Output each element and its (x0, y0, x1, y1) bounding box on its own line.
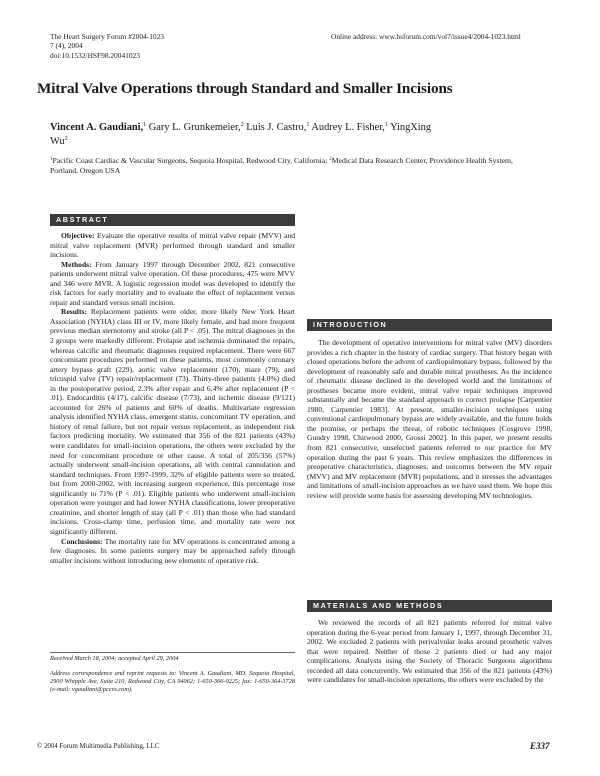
author-name: Luis J. Castro, (246, 122, 307, 133)
journal-line: The Heart Surgery Forum #2004-1023 (50, 32, 164, 41)
author-list (50, 121, 450, 149)
received-note: Received March 18, 2004; accepted April 29, 2004 (50, 655, 179, 662)
abstract-methods (50, 260, 295, 308)
affil-text: Medical Data Research Center, Providence Health System, Portland, Oregon USA (50, 156, 513, 175)
author-name: Audrey L. Fisher, (311, 122, 385, 133)
footnote-rule (50, 652, 295, 653)
copyright-notice: © 2004 Forum Multimedia Publishing, LLC (37, 743, 160, 750)
section-bar-abstract: ABSTRACT (50, 214, 295, 226)
section-bar-methods: MATERIALS AND METHODS (307, 600, 552, 612)
doi-line: doi:10.1532/HSF98.20041023 (50, 50, 140, 60)
section-bar-introduction: INTRODUCTION (307, 319, 552, 331)
abstract-text: From January 1997 through December 2002, 821 consecutive patients underwent mitral valve operation. Of these procedures, 475 were MVV and 346 were MVR. A logistic regression model was developed to identify the risk factors for early mortality and to evaluate the effect of replacement versus repair and standard versus small incision. (50, 259, 295, 307)
abstract-body (50, 231, 295, 565)
abstract-results (50, 307, 295, 536)
author-affil-mark: 1 (306, 122, 310, 128)
introduction-paragraph: The development of operative interventions for mitral valve (MV) disorders provides a rich chapter in the history of cardiac surgery. That history began with closed operations before the advent of cardiopulmonary bypass, followed by the development of reasonably safe and durable mitral prostheses. As the incidence of rheumatic disease declined in the developed world and the limitations of prostheses became more evident, mitral valve repair techniques improved substantially and became the standard approach to correct prolapse [Carpentier 1980, Carpentier 1983]. At present, smaller-incision techniques using conventional cardiopulmonary bypass are widely available, and the future holds the promise, or perhaps the threat, of robotic techniques [Cosgrove 1998, Gundry 1998, Chitwood 2000, Grossi 2002]. In this paper, we present results from 821 consecutive, unselected patients referred to our practice for MV operation during the past 6 years. This review emphasizes the differences in preoperative characteristics, diagnoses, and outcomes between the MV repair (MVV) and MV replacement (MVR) populations, and it stresses the advantages and limitations of small-incision approaches as we have used them. We hope this review will provide some basis for assessing developing MV technologies. (307, 338, 552, 500)
abstract-conclusions (50, 537, 295, 566)
methods-body (307, 618, 552, 685)
author-affil-mark: 2 (240, 122, 244, 128)
journal-header (50, 32, 164, 60)
author-affil-mark: 1 (384, 122, 388, 128)
correspondence-note: Address correspondence and reprint requests to: Vincent A. Gaudiani, MD, Sequoia Hospital, 2900 Whipple Ave, Suite 210, Redwood City, CA 94062; 1-650-366-0225; fax: 1-650-364-3728 (e-mail: vgaudiani@pccvs.com). (50, 670, 295, 694)
author-affil-mark: 2 (64, 136, 68, 142)
abstract-label: Methods: (61, 259, 92, 269)
online-address[interactable]: Online address: www.hsforum.com/vol7/issue4/2004-1023.html (331, 32, 521, 41)
abstract-objective (50, 231, 295, 260)
abstract-text: Evaluate the operative results of mitral valve repair (MVV) and mitral valve replacement (MVR) performed through standard and smaller incisions. (50, 231, 295, 260)
author-name: Vincent A. Gaudiani, (50, 122, 144, 133)
affiliations (50, 156, 520, 176)
article-title: Mitral Valve Operations through Standard and Smaller Incisions (37, 80, 453, 97)
abstract-label: Results: (61, 307, 87, 317)
affil-mark: 2 (329, 157, 332, 162)
affil-mark: 1 (50, 157, 53, 162)
author-name: Gary L. Grunkemeier, (148, 122, 241, 133)
page-number: E337 (530, 741, 550, 751)
introduction-body (307, 338, 552, 500)
author-name: YingXing Wu (50, 122, 432, 147)
abstract-text: Replacement patients were older, more likely New York Heart Association (NYHA) class III or IV, more likely female, and had more frequent previous median sternotomy and stroke (all P < .05). The mitral diagnoses in the 2 groups were markedly different. Prolapse and ischemia dominated the repairs, whereas calcific and rheumatic diagnoses required replacement. There were 667 concomitant procedures performed on these patients, most commonly coronary artery bypass graft (229), aortic valve replacement (170), maze (79), and tricuspid valve (TV) repair/replacement (73). Thirty-three patients (4.0%) died in the postoperative period, 2.3% after repair and 6.4% after replacement (P < .01). Endocarditis (4/17), calcific disease (7/73), and ischemic disease (9/121) accounted for 26% of patients and 60% of deaths. Multivariate regression analysis identified NYHA class, emergent status, concomitant TV operation, and history of renal failure, but not repair versus replacement, as independent risk factors predicting mortality. We estimated that 356 of the 821 patients (43%) were candidates for small-incision operations, the others were excluded by the need for concomitant procedure or other cause. A total of 205/356 (57%) actually underwent small-incision operations, all with central cannulation and standard techniques. From 1997-1999, 32% of eligible patients were so treated, but from 2000-2002, with increasing surgeon experience, this percentage rose significantly to 71% (P < .01). Eligible patients who underwent small-incision operation were younger and had lower NYHA classifications, lower preoperative creatinine, and shorter length of stay (all P < .01) than those who had standard incisions. Cross-clamp time, perfusion time, and mortality rate were not significantly different. (50, 307, 295, 536)
methods-paragraph: We reviewed the records of all 821 patients referred for mitral valve operation during the 6-year period from January 1, 1997, through December 31, 2002. We excluded 2 patients with perivalvular leaks around prosthetic valves that were repaired. Neither of those 2 patients died or had any major complications. Analysts using the Society of Thoracic Surgeons algorithms recorded all data concurrently. We estimated that 356 of the 821 patients (43%) were candidates for small-incision operations, the others were excluded by the (307, 618, 552, 685)
author-affil-mark: 1 (143, 122, 147, 128)
abstract-text: The mortality rate for MV operations is concentrated among a few diagnoses. In some patients surgery may be approached safely through smaller incisions without introducing new elements of operative risk. (50, 536, 295, 565)
abstract-label: Conclusions: (61, 536, 103, 546)
abstract-label: Objective: (61, 231, 95, 240)
volume-line: 7 (4), 2004 (50, 41, 83, 51)
affil-text: Pacific Coast Cardiac & Vascular Surgeons, Sequoia Hospital, Redwood City, California; (52, 156, 328, 165)
